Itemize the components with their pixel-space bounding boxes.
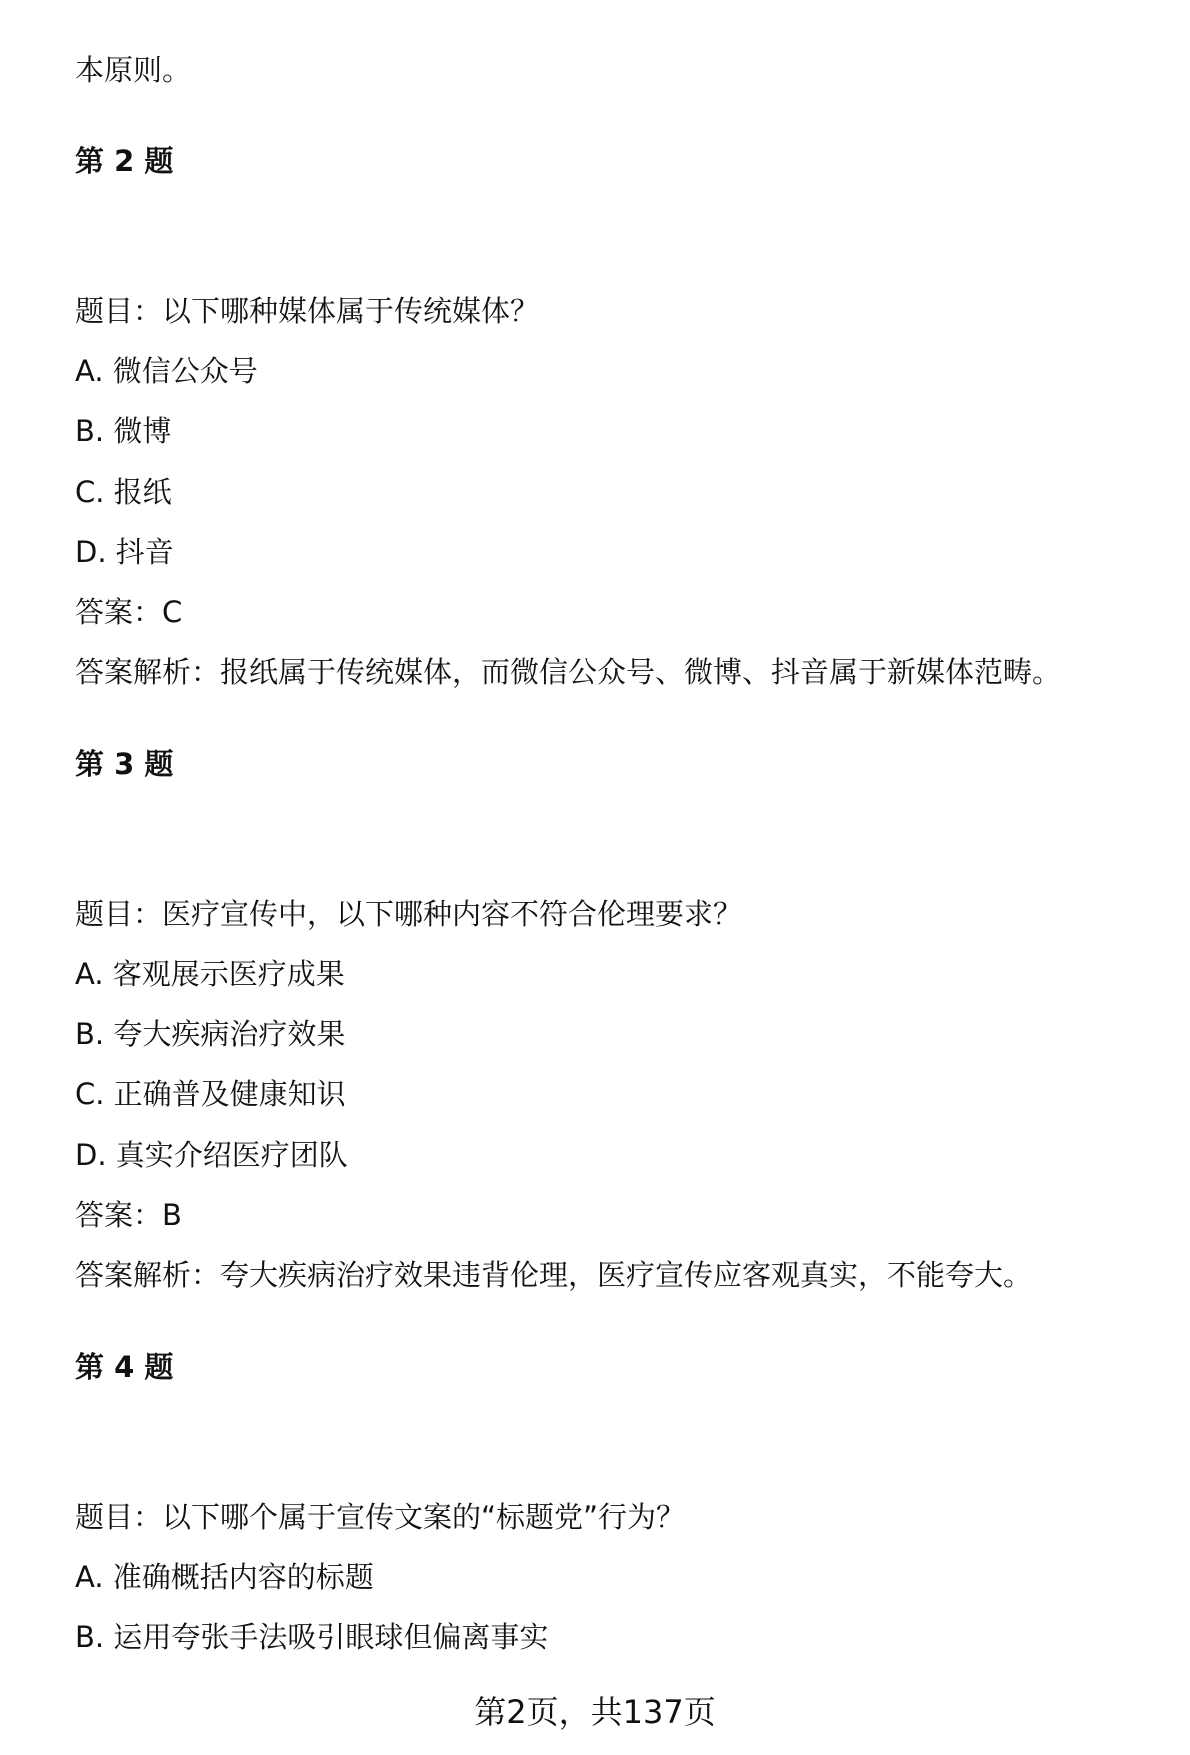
question-heading: 第 4 题 (75, 1350, 174, 1384)
answer-explanation: 答案解析：夸大疾病治疗效果违背伦理，医疗宣传应客观真实，不能夸大。 (75, 1258, 1033, 1292)
option-b: B. 运用夸张手法吸引眼球但偏离事实 (75, 1620, 549, 1654)
option-a: A. 客观展示医疗成果 (75, 957, 345, 991)
answer: 答案：C (75, 595, 183, 629)
continued-text: 本原则。 (75, 53, 192, 87)
question-stem: 题目：以下哪种媒体属于传统媒体？ (75, 294, 540, 328)
question-stem: 题目：以下哪个属于宣传文案的“标题党”行为？ (75, 1500, 686, 1534)
question-heading: 第 3 题 (75, 747, 174, 781)
question-heading: 第 2 题 (75, 144, 174, 178)
option-c: C. 报纸 (75, 475, 172, 509)
page-number: 第2页，共137页 (474, 1693, 716, 1731)
option-d: D. 抖音 (75, 535, 174, 569)
answer-explanation: 答案解析：报纸属于传统媒体，而微信公众号、微博、抖音属于新媒体范畴。 (75, 655, 1062, 689)
option-b: B. 微博 (75, 414, 172, 448)
answer: 答案：B (75, 1198, 182, 1232)
option-b: B. 夸大疾病治疗效果 (75, 1017, 346, 1051)
question-stem: 题目：医疗宣传中，以下哪种内容不符合伦理要求？ (75, 897, 743, 931)
option-a: A. 微信公众号 (75, 354, 258, 388)
option-a: A. 准确概括内容的标题 (75, 1560, 374, 1594)
option-c: C. 正确普及健康知识 (75, 1077, 346, 1111)
option-d: D. 真实介绍医疗团队 (75, 1138, 348, 1172)
